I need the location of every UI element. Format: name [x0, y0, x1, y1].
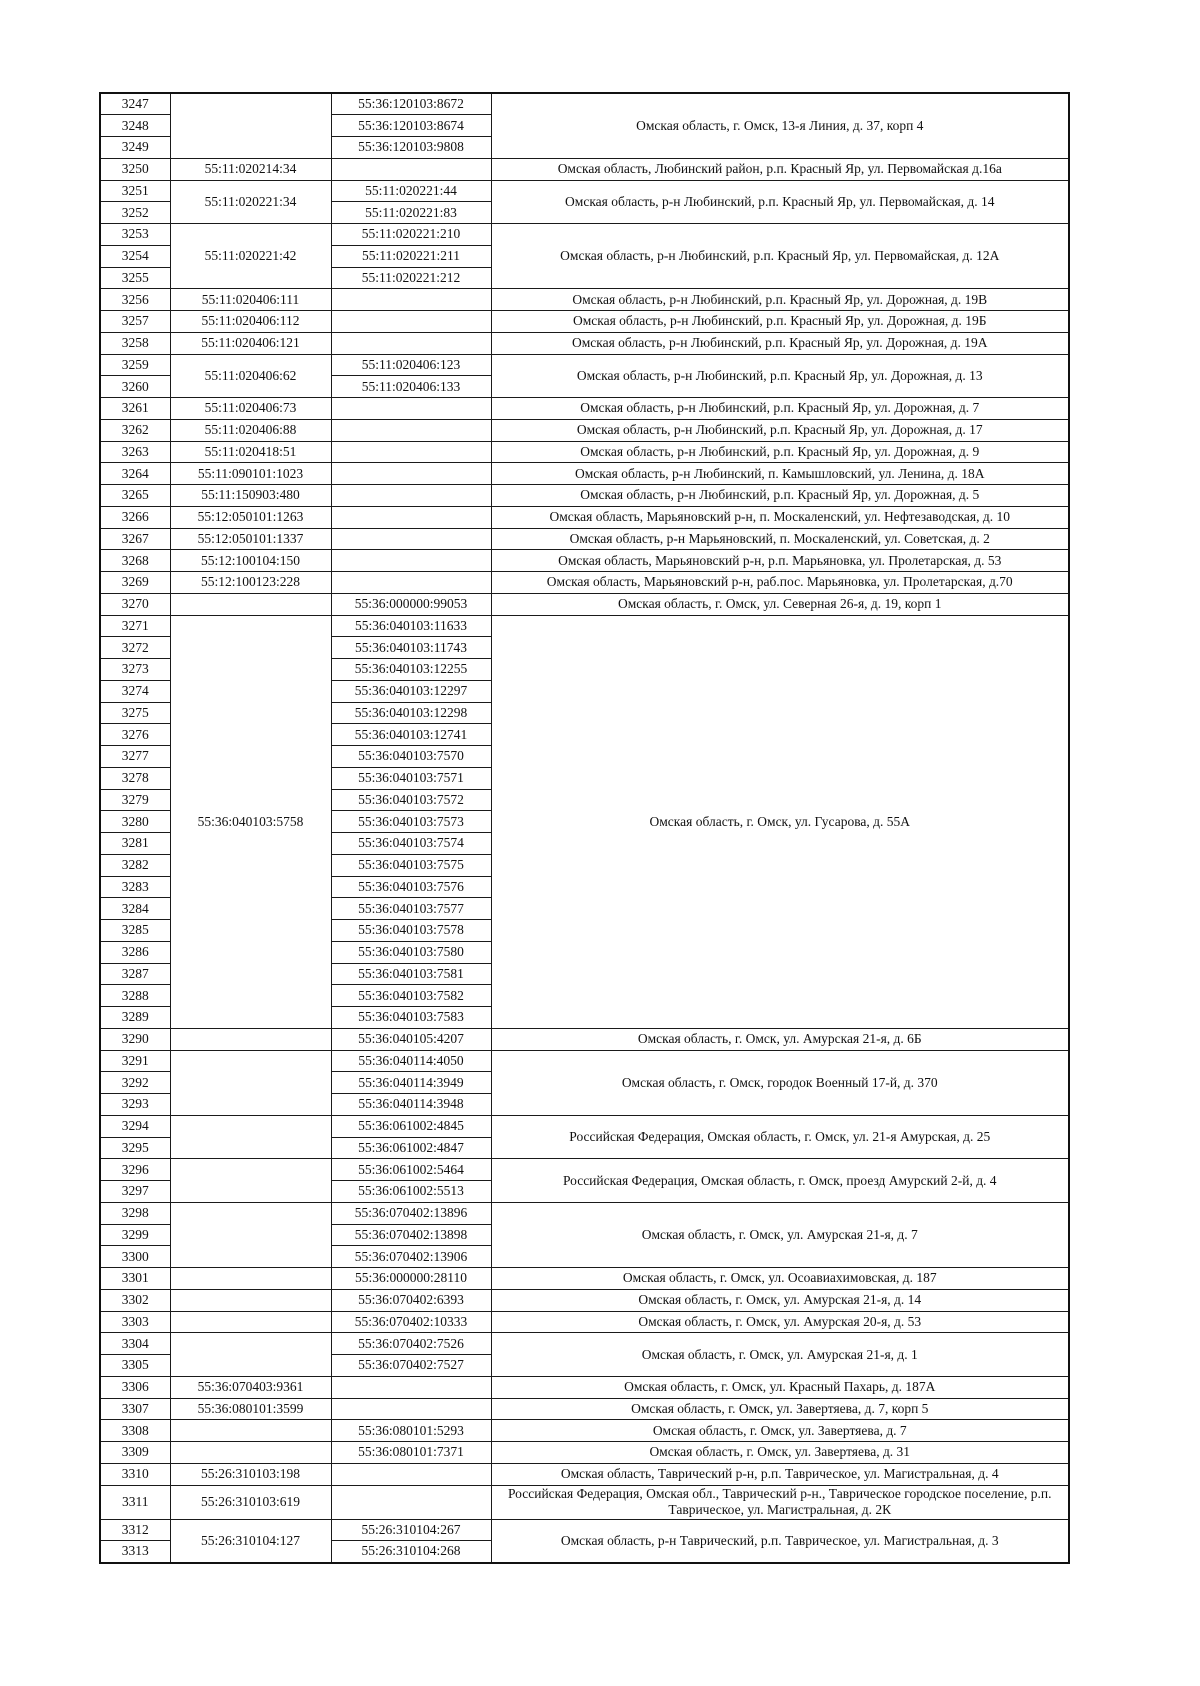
cadastral-number: 55:36:061002:5513	[331, 1181, 491, 1203]
row-number: 3272	[100, 637, 170, 659]
table-row	[100, 1268, 1069, 1290]
table-row	[100, 311, 1069, 333]
row-number: 3261	[100, 398, 170, 420]
parent-cadastral-number	[170, 1289, 331, 1311]
row-number: 3278	[100, 767, 170, 789]
parent-cadastral-number	[170, 1115, 331, 1159]
table-row	[100, 572, 1069, 594]
table-row	[100, 506, 1069, 528]
table-row	[100, 1519, 1069, 1541]
row-number: 3266	[100, 506, 170, 528]
row-number: 3307	[100, 1398, 170, 1420]
address: Омская область, г. Омск, ул. Гусарова, д. 55А	[491, 615, 1069, 1028]
address: Омская область, г. Омск, ул. Северная 26-я, д. 19, корп 1	[491, 593, 1069, 615]
parent-cadastral-number	[170, 1333, 331, 1377]
cadastral-number	[331, 528, 491, 550]
row-number: 3294	[100, 1115, 170, 1137]
parent-cadastral-number: 55:11:020214:34	[170, 158, 331, 180]
parent-cadastral-number	[170, 93, 331, 158]
row-number: 3254	[100, 245, 170, 267]
table-row	[100, 224, 1069, 246]
parent-cadastral-number: 55:26:310104:127	[170, 1519, 331, 1563]
parent-cadastral-number	[170, 1268, 331, 1290]
cadastral-number	[331, 1376, 491, 1398]
parent-cadastral-number: 55:11:020406:73	[170, 398, 331, 420]
address: Омская область, р-н Любинский, р.п. Красный Яр, ул. Дорожная, д. 7	[491, 398, 1069, 420]
cadastral-number	[331, 1398, 491, 1420]
row-number: 3297	[100, 1181, 170, 1203]
cadastral-number: 55:36:040103:12298	[331, 702, 491, 724]
cadastral-number: 55:36:040103:7572	[331, 789, 491, 811]
table-row	[100, 158, 1069, 180]
cadastral-number: 55:36:040114:3948	[331, 1094, 491, 1116]
cadastral-number: 55:36:070402:7526	[331, 1333, 491, 1355]
row-number: 3260	[100, 376, 170, 398]
cadastral-number: 55:36:061002:5464	[331, 1159, 491, 1181]
cadastral-number	[331, 485, 491, 507]
row-number: 3247	[100, 93, 170, 115]
cadastral-number	[331, 506, 491, 528]
address: Омская область, г. Омск, ул. Завертяева, д. 7	[491, 1420, 1069, 1442]
table-row	[100, 1376, 1069, 1398]
row-number: 3250	[100, 158, 170, 180]
row-number: 3273	[100, 659, 170, 681]
row-number: 3257	[100, 311, 170, 333]
cadastral-number	[331, 1485, 491, 1519]
parent-cadastral-number: 55:11:020221:34	[170, 180, 331, 224]
row-number: 3251	[100, 180, 170, 202]
cadastral-number: 55:36:000000:99053	[331, 593, 491, 615]
cadastral-number: 55:36:040103:7571	[331, 767, 491, 789]
cadastral-number	[331, 419, 491, 441]
table-row	[100, 354, 1069, 376]
parent-cadastral-number: 55:11:020406:112	[170, 311, 331, 333]
cadastral-number	[331, 289, 491, 311]
address: Омская область, р-н Любинский, р.п. Красный Яр, ул. Дорожная, д. 19Б	[491, 311, 1069, 333]
row-number: 3311	[100, 1485, 170, 1519]
row-number: 3285	[100, 920, 170, 942]
table-row	[100, 1050, 1069, 1072]
address: Омская область, р-н Любинский, р.п. Красный Яр, ул. Дорожная, д. 17	[491, 419, 1069, 441]
cadastral-number: 55:36:040103:7573	[331, 811, 491, 833]
table-row	[100, 463, 1069, 485]
cadastral-number	[331, 463, 491, 485]
row-number: 3313	[100, 1541, 170, 1563]
address: Омская область, г. Омск, 13-я Линия, д. 37, корп 4	[491, 93, 1069, 158]
parent-cadastral-number: 55:11:150903:480	[170, 485, 331, 507]
cadastral-number: 55:36:040103:7575	[331, 854, 491, 876]
table-row	[100, 1159, 1069, 1181]
address: Омская область, р-н Марьяновский, п. Москаленский, ул. Советская, д. 2	[491, 528, 1069, 550]
address: Омская область, г. Омск, ул. Амурская 21-я, д. 14	[491, 1289, 1069, 1311]
parent-cadastral-number	[170, 1202, 331, 1267]
parent-cadastral-number	[170, 1420, 331, 1442]
cadastral-number: 55:36:040103:12741	[331, 724, 491, 746]
parent-cadastral-number	[170, 1442, 331, 1464]
table-row	[100, 1442, 1069, 1464]
address: Омская область, Марьяновский р-н, п. Москаленский, ул. Нефтезаводская, д. 10	[491, 506, 1069, 528]
table-row	[100, 1202, 1069, 1224]
parent-cadastral-number	[170, 1311, 331, 1333]
cadastral-number	[331, 311, 491, 333]
address: Омская область, р-н Любинский, р.п. Красный Яр, ул. Дорожная, д. 9	[491, 441, 1069, 463]
table-body	[100, 93, 1069, 1563]
cadastral-number: 55:11:020221:210	[331, 224, 491, 246]
table-row	[100, 1115, 1069, 1137]
address: Омская область, р-н Любинский, р.п. Красный Яр, ул. Дорожная, д. 19В	[491, 289, 1069, 311]
cadastral-number: 55:36:040105:4207	[331, 1028, 491, 1050]
cadastral-number: 55:11:020221:211	[331, 245, 491, 267]
row-number: 3306	[100, 1376, 170, 1398]
cadastral-number: 55:36:040103:7582	[331, 985, 491, 1007]
row-number: 3309	[100, 1442, 170, 1464]
row-number: 3268	[100, 550, 170, 572]
row-number: 3310	[100, 1463, 170, 1485]
row-number: 3312	[100, 1519, 170, 1541]
row-number: 3302	[100, 1289, 170, 1311]
row-number: 3304	[100, 1333, 170, 1355]
table-row	[100, 398, 1069, 420]
table-row	[100, 1463, 1069, 1485]
address: Омская область, г. Омск, городок Военный 17-й, д. 370	[491, 1050, 1069, 1115]
parent-cadastral-number: 55:11:020406:121	[170, 332, 331, 354]
cadastral-number	[331, 332, 491, 354]
table-row	[100, 593, 1069, 615]
row-number: 3298	[100, 1202, 170, 1224]
address: Омская область, Таврический р-н, р.п. Таврическое, ул. Магистральная, д. 4	[491, 1463, 1069, 1485]
cadastral-number: 55:36:061002:4845	[331, 1115, 491, 1137]
address: Омская область, г. Омск, ул. Осоавиахимовская, д. 187	[491, 1268, 1069, 1290]
address: Омская область, Марьяновский р-н, р.п. Марьяновка, ул. Пролетарская, д. 53	[491, 550, 1069, 572]
address: Омская область, г. Омск, ул. Завертяева, д. 7, корп 5	[491, 1398, 1069, 1420]
cadastral-number: 55:36:080101:5293	[331, 1420, 491, 1442]
row-number: 3256	[100, 289, 170, 311]
parent-cadastral-number: 55:36:040103:5758	[170, 615, 331, 1028]
row-number: 3300	[100, 1246, 170, 1268]
parent-cadastral-number: 55:12:050101:1337	[170, 528, 331, 550]
cadastral-number: 55:36:040103:7574	[331, 833, 491, 855]
cadastral-number: 55:26:310104:267	[331, 1519, 491, 1541]
row-number: 3267	[100, 528, 170, 550]
row-number: 3303	[100, 1311, 170, 1333]
table-row	[100, 1289, 1069, 1311]
address: Омская область, г. Омск, ул. Амурская 21-я, д. 7	[491, 1202, 1069, 1267]
cadastral-number: 55:36:120103:9808	[331, 137, 491, 159]
cadastral-number: 55:36:120103:8674	[331, 115, 491, 137]
row-number: 3274	[100, 680, 170, 702]
address: Омская область, г. Омск, ул. Амурская 21-я, д. 6Б	[491, 1028, 1069, 1050]
row-number: 3263	[100, 441, 170, 463]
row-number: 3286	[100, 941, 170, 963]
address: Российская Федерация, Омская область, г. Омск, проезд Амурский 2-й, д. 4	[491, 1159, 1069, 1203]
cadastral-number: 55:36:040103:11633	[331, 615, 491, 637]
parent-cadastral-number: 55:12:050101:1263	[170, 506, 331, 528]
row-number: 3262	[100, 419, 170, 441]
table-row	[100, 1028, 1069, 1050]
cadastral-number: 55:36:070402:13896	[331, 1202, 491, 1224]
cadastral-number: 55:36:120103:8672	[331, 93, 491, 115]
address: Омская область, г. Омск, ул. Завертяева, д. 31	[491, 1442, 1069, 1464]
address: Омская область, Марьяновский р-н, раб.пос. Марьяновка, ул. Пролетарская, д.70	[491, 572, 1069, 594]
parent-cadastral-number: 55:26:310103:198	[170, 1463, 331, 1485]
row-number: 3287	[100, 963, 170, 985]
table-row	[100, 1398, 1069, 1420]
parent-cadastral-number: 55:36:070403:9361	[170, 1376, 331, 1398]
table-row	[100, 1311, 1069, 1333]
address: Омская область, р-н Любинский, р.п. Красный Яр, ул. Первомайская, д. 14	[491, 180, 1069, 224]
table-row	[100, 180, 1069, 202]
row-number: 3264	[100, 463, 170, 485]
row-number: 3259	[100, 354, 170, 376]
cadastral-number: 55:11:020221:212	[331, 267, 491, 289]
row-number: 3276	[100, 724, 170, 746]
row-number: 3283	[100, 876, 170, 898]
table-row	[100, 1485, 1069, 1519]
table-row	[100, 1333, 1069, 1355]
row-number: 3277	[100, 746, 170, 768]
table-row	[100, 93, 1069, 115]
row-number: 3291	[100, 1050, 170, 1072]
cadastral-number: 55:36:040103:7570	[331, 746, 491, 768]
parent-cadastral-number: 55:11:090101:1023	[170, 463, 331, 485]
cadastral-number: 55:36:040103:7583	[331, 1007, 491, 1029]
cadastral-number: 55:36:040114:4050	[331, 1050, 491, 1072]
row-number: 3288	[100, 985, 170, 1007]
row-number: 3270	[100, 593, 170, 615]
row-number: 3248	[100, 115, 170, 137]
row-number: 3258	[100, 332, 170, 354]
parent-cadastral-number: 55:36:080101:3599	[170, 1398, 331, 1420]
table-row	[100, 419, 1069, 441]
cadastral-number: 55:36:000000:28110	[331, 1268, 491, 1290]
cadastral-number: 55:11:020221:44	[331, 180, 491, 202]
cadastral-number: 55:36:040103:12255	[331, 659, 491, 681]
row-number: 3269	[100, 572, 170, 594]
row-number: 3289	[100, 1007, 170, 1029]
address: Омская область, Любинский район, р.п. Красный Яр, ул. Первомайская д.16а	[491, 158, 1069, 180]
address: Омская область, р-н Любинский, р.п. Красный Яр, ул. Дорожная, д. 13	[491, 354, 1069, 398]
cadastral-number: 55:36:040114:3949	[331, 1072, 491, 1094]
address: Омская область, г. Омск, ул. Красный Пахарь, д. 187А	[491, 1376, 1069, 1398]
table-row	[100, 485, 1069, 507]
cadastral-number: 55:36:061002:4847	[331, 1137, 491, 1159]
address: Российская Федерация, Омская область, г. Омск, ул. 21-я Амурская, д. 25	[491, 1115, 1069, 1159]
cadastral-number: 55:36:070402:13898	[331, 1224, 491, 1246]
cadastral-number	[331, 398, 491, 420]
address: Омская область, р-н Любинский, р.п. Красный Яр, ул. Дорожная, д. 19А	[491, 332, 1069, 354]
address: Омская область, р-н Любинский, п. Камышловский, ул. Ленина, д. 18А	[491, 463, 1069, 485]
parent-cadastral-number	[170, 1050, 331, 1115]
table-row	[100, 332, 1069, 354]
row-number: 3265	[100, 485, 170, 507]
cadastral-number: 55:11:020221:83	[331, 202, 491, 224]
parent-cadastral-number: 55:11:020418:51	[170, 441, 331, 463]
cadastral-number	[331, 158, 491, 180]
parent-cadastral-number	[170, 593, 331, 615]
address: Омская область, р-н Любинский, р.п. Красный Яр, ул. Дорожная, д. 5	[491, 485, 1069, 507]
register-page	[99, 92, 1068, 1564]
row-number: 3293	[100, 1094, 170, 1116]
cadastral-number: 55:36:070402:6393	[331, 1289, 491, 1311]
parent-cadastral-number	[170, 1028, 331, 1050]
parent-cadastral-number: 55:12:100104:150	[170, 550, 331, 572]
cadastral-number	[331, 550, 491, 572]
row-number: 3275	[100, 702, 170, 724]
cadastral-number	[331, 1463, 491, 1485]
cadastral-number: 55:36:070402:7527	[331, 1355, 491, 1377]
cadastral-number: 55:36:040103:12297	[331, 680, 491, 702]
parent-cadastral-number: 55:11:020406:62	[170, 354, 331, 398]
cadastral-number: 55:36:040103:7576	[331, 876, 491, 898]
cadastral-number: 55:36:040103:7580	[331, 941, 491, 963]
parent-cadastral-number: 55:11:020221:42	[170, 224, 331, 289]
row-number: 3295	[100, 1137, 170, 1159]
table-row	[100, 441, 1069, 463]
row-number: 3282	[100, 854, 170, 876]
row-number: 3290	[100, 1028, 170, 1050]
table-row	[100, 615, 1069, 637]
row-number: 3271	[100, 615, 170, 637]
cadastral-number: 55:11:020406:123	[331, 354, 491, 376]
row-number: 3255	[100, 267, 170, 289]
cadastral-number: 55:11:020406:133	[331, 376, 491, 398]
address: Омская область, г. Омск, ул. Амурская 21-я, д. 1	[491, 1333, 1069, 1377]
parent-cadastral-number: 55:26:310103:619	[170, 1485, 331, 1519]
row-number: 3279	[100, 789, 170, 811]
cadastral-number: 55:36:040103:11743	[331, 637, 491, 659]
table-row	[100, 550, 1069, 572]
parent-cadastral-number: 55:11:020406:111	[170, 289, 331, 311]
cadastral-number: 55:36:040103:7578	[331, 920, 491, 942]
row-number: 3249	[100, 137, 170, 159]
row-number: 3308	[100, 1420, 170, 1442]
parent-cadastral-number: 55:11:020406:88	[170, 419, 331, 441]
table-row	[100, 1420, 1069, 1442]
cadastral-register-table	[99, 92, 1070, 1564]
row-number: 3284	[100, 898, 170, 920]
row-number: 3280	[100, 811, 170, 833]
parent-cadastral-number	[170, 1159, 331, 1203]
parent-cadastral-number: 55:12:100123:228	[170, 572, 331, 594]
row-number: 3252	[100, 202, 170, 224]
address: Российская Федерация, Омская обл., Таврический р-н., Таврическое городское поселение, р.п. Таврическое, ул. Магистральная, д. 2К	[491, 1485, 1069, 1519]
table-row	[100, 528, 1069, 550]
cadastral-number	[331, 572, 491, 594]
address: Омская область, г. Омск, ул. Амурская 20-я, д. 53	[491, 1311, 1069, 1333]
address: Омская область, р-н Любинский, р.п. Красный Яр, ул. Первомайская, д. 12А	[491, 224, 1069, 289]
row-number: 3292	[100, 1072, 170, 1094]
cadastral-number	[331, 441, 491, 463]
cadastral-number: 55:36:040103:7577	[331, 898, 491, 920]
row-number: 3299	[100, 1224, 170, 1246]
row-number: 3301	[100, 1268, 170, 1290]
row-number: 3305	[100, 1355, 170, 1377]
table-row	[100, 289, 1069, 311]
cadastral-number: 55:36:070402:13906	[331, 1246, 491, 1268]
cadastral-number: 55:36:070402:10333	[331, 1311, 491, 1333]
row-number: 3281	[100, 833, 170, 855]
row-number: 3296	[100, 1159, 170, 1181]
cadastral-number: 55:36:080101:7371	[331, 1442, 491, 1464]
cadastral-number: 55:36:040103:7581	[331, 963, 491, 985]
address: Омская область, р-н Таврический, р.п. Таврическое, ул. Магистральная, д. 3	[491, 1519, 1069, 1563]
cadastral-number: 55:26:310104:268	[331, 1541, 491, 1563]
row-number: 3253	[100, 224, 170, 246]
